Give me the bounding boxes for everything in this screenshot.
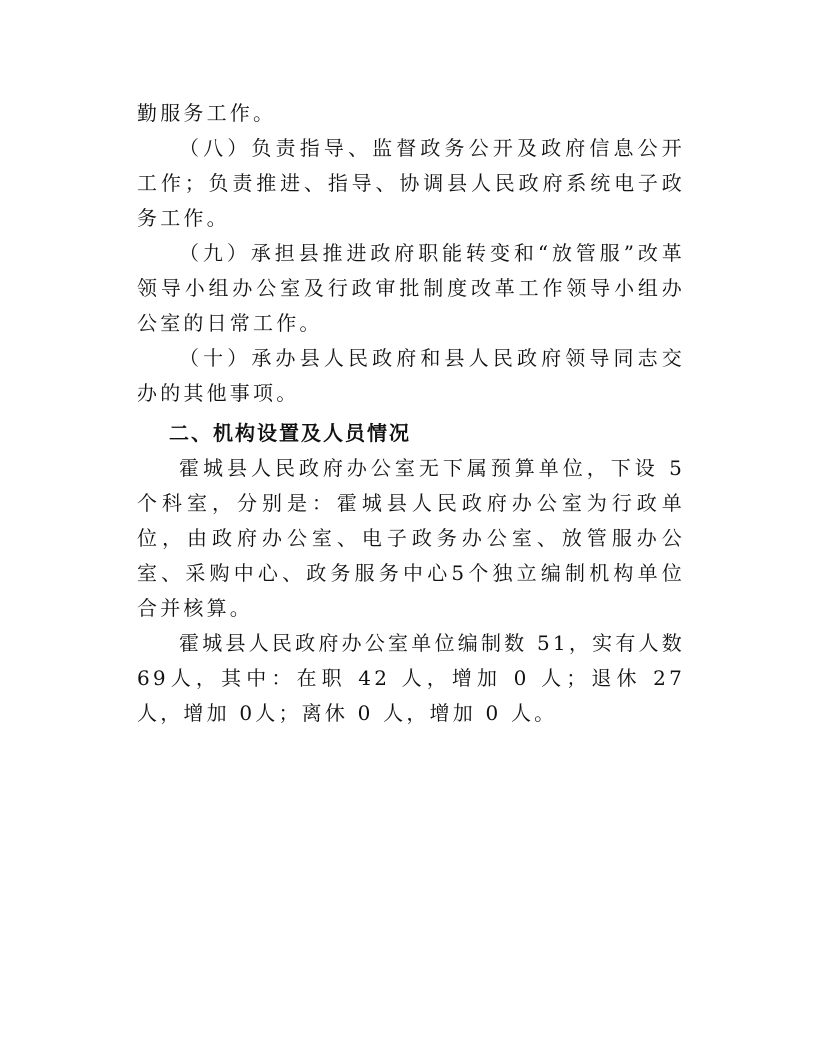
- duty-item-8: （八）负责指导、监督政务公开及政府信息公开工作；负责推进、指导、协调县人民政府系统电子政务工作。: [137, 136, 685, 230]
- document-body: [137, 96, 685, 731]
- duty-item-10: （十）承办县人民政府和县人民政府领导同志交办的其他事项。: [137, 346, 685, 405]
- organization-paragraph: 霍城县人民政府办公室无下属预算单位，下设 5 个科室，分别是：霍城县人民政府办公室为行政单位，由政府办公室、电子政务办公室、放管服办公室、采购中心、政务服务中心5个独立编制机构单位合并核算。: [137, 456, 685, 620]
- staffing-paragraph: 霍城县人民政府办公室单位编制数 51，实有人数 69人，其中：在职 42 人，增加 0 人；退休 27 人，增加 0人；离休 0 人，增加 0 人。: [137, 631, 685, 725]
- section-heading: 二、机构设置及人员情况: [169, 421, 411, 445]
- continued-paragraph: 勤服务工作。: [137, 101, 277, 125]
- duty-item-9: （九）承担县推进政府职能转变和“放管服”改革领导小组办公室及行政审批制度改革工作领导小组办公室的日常工作。: [137, 241, 685, 335]
